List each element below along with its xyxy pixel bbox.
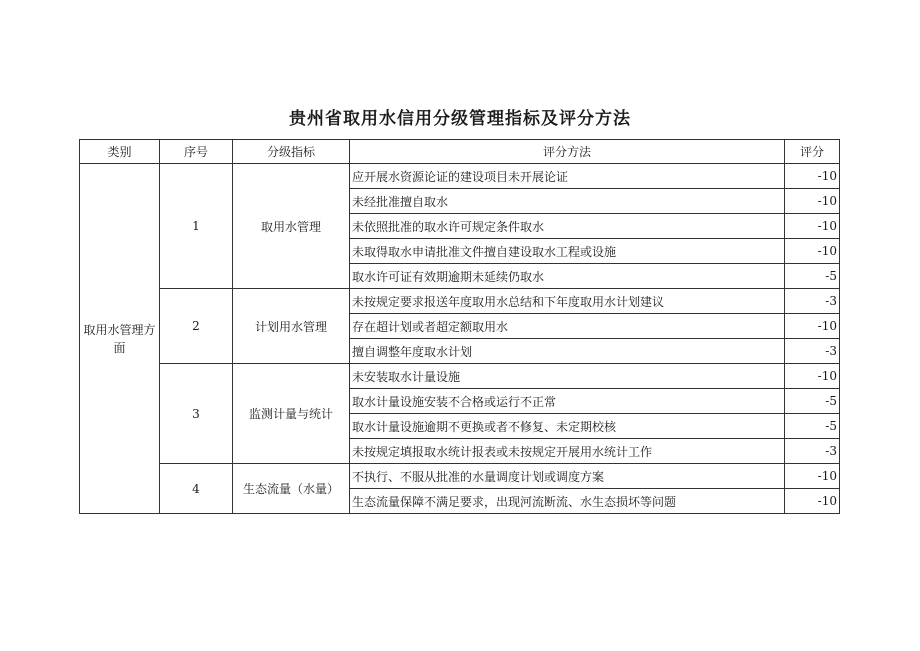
- method-cell: 取水计量设施逾期不更换或者不修复、未定期校核: [350, 414, 785, 439]
- group-indicator: 计划用水管理: [233, 289, 350, 364]
- score-cell: -10: [785, 314, 840, 339]
- group-number: 2: [160, 289, 233, 364]
- method-cell: 未按规定填报取水统计报表或未按规定开展用水统计工作: [350, 439, 785, 464]
- method-cell: 未取得取水申请批准文件擅自建设取水工程或设施: [350, 239, 785, 264]
- table-row: [80, 464, 840, 489]
- group-indicator: 生态流量（水量）: [233, 464, 350, 514]
- category-cell: 取用水管理方面: [80, 164, 160, 514]
- header-score: 评分: [785, 140, 840, 164]
- table-row: [80, 289, 840, 314]
- header-method: 评分方法: [350, 140, 785, 164]
- header-number: 序号: [160, 140, 233, 164]
- header-category: 类别: [80, 140, 160, 164]
- group-indicator: 监测计量与统计: [233, 364, 350, 464]
- method-cell: 不执行、不服从批准的水量调度计划或调度方案: [350, 464, 785, 489]
- method-cell: 取水计量设施安装不合格或运行不正常: [350, 389, 785, 414]
- method-cell: 存在超计划或者超定额取用水: [350, 314, 785, 339]
- group-number: 4: [160, 464, 233, 514]
- page-title: 贵州省取用水信用分级管理指标及评分方法: [289, 109, 631, 129]
- score-cell: -10: [785, 239, 840, 264]
- score-cell: -5: [785, 264, 840, 289]
- group-indicator: 取用水管理: [233, 164, 350, 289]
- score-cell: -3: [785, 439, 840, 464]
- header-indicator: 分级指标: [233, 140, 350, 164]
- table-row: [80, 364, 840, 389]
- score-cell: -10: [785, 364, 840, 389]
- score-cell: -3: [785, 339, 840, 364]
- score-cell: -5: [785, 414, 840, 439]
- table-row: [80, 164, 840, 189]
- group-number: 1: [160, 164, 233, 289]
- score-cell: -10: [785, 214, 840, 239]
- method-cell: 未安装取水计量设施: [350, 364, 785, 389]
- group-number: 3: [160, 364, 233, 464]
- method-cell: 未经批准擅自取水: [350, 189, 785, 214]
- method-cell: 擅自调整年度取水计划: [350, 339, 785, 364]
- scoring-table: [79, 139, 840, 514]
- score-cell: -3: [785, 289, 840, 314]
- score-cell: -10: [785, 189, 840, 214]
- method-cell: 未按规定要求报送年度取用水总结和下年度取用水计划建议: [350, 289, 785, 314]
- table-header-row: [80, 140, 840, 164]
- score-cell: -10: [785, 464, 840, 489]
- method-cell: 生态流量保障不满足要求，出现河流断流、水生态损坏等问题: [350, 489, 785, 514]
- score-cell: -5: [785, 389, 840, 414]
- method-cell: 取水许可证有效期逾期未延续仍取水: [350, 264, 785, 289]
- method-cell: 未依照批准的取水许可规定条件取水: [350, 214, 785, 239]
- score-cell: -10: [785, 489, 840, 514]
- score-cell: -10: [785, 164, 840, 189]
- method-cell: 应开展水资源论证的建设项目未开展论证: [350, 164, 785, 189]
